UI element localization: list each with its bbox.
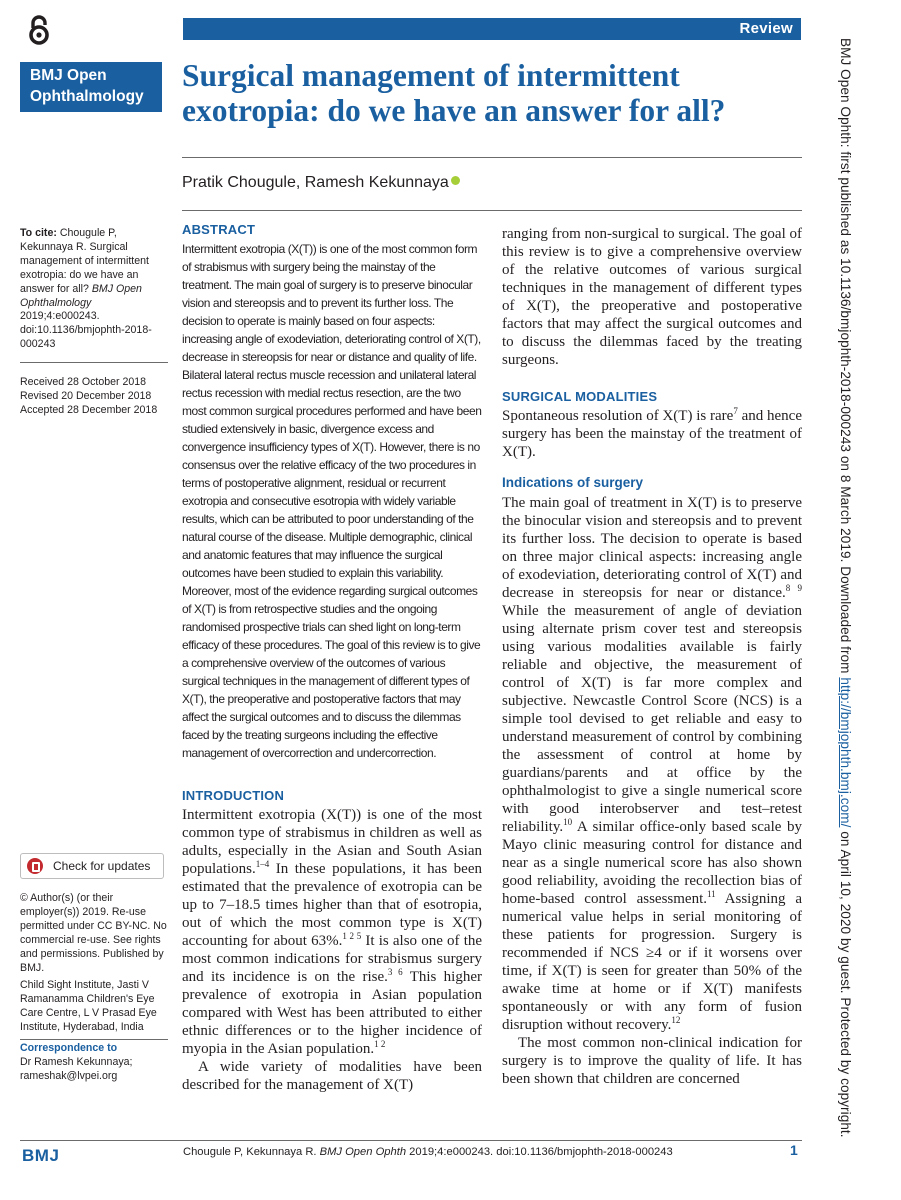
cite-label: To cite: bbox=[20, 227, 57, 239]
sidebar-divider-2 bbox=[20, 1039, 168, 1040]
author-divider bbox=[182, 210, 802, 211]
check-for-updates-label: Check for updates bbox=[53, 859, 151, 873]
modalities-b: and hence surgery has been the mainstay of the treatment of X(T). bbox=[502, 408, 802, 460]
surgical-modalities-heading: SURGICAL MODALITIES bbox=[502, 389, 658, 404]
accepted-date: Accepted 28 December 2018 bbox=[20, 403, 158, 416]
cite-text: Chougule P, Kekunnaya R. Surgical management of intermittent exotropia: do we have an answer for all? bbox=[20, 227, 149, 295]
correspondence-name: Dr Ramesh Kekunnaya; bbox=[20, 1055, 133, 1068]
crossmark-icon bbox=[27, 858, 43, 874]
intro-p1-b: In these populations, it has been estimated that the prevalence of exotropia can be up to 7–18.5 times higher than that of esotropia, out of which the most common type is X(T) accounting for about 63%. bbox=[182, 861, 482, 949]
article-title: Surgical management of intermittent exotropia: do we have an answer for all? bbox=[182, 58, 726, 128]
correspondence-email[interactable]: rameshak@lvpei.org bbox=[20, 1069, 118, 1082]
ref-1-2-5[interactable]: 1 2 5 bbox=[342, 931, 362, 941]
check-for-updates-button[interactable] bbox=[20, 853, 164, 879]
margin-note-a: BMJ Open Ophth: first published as 10.1136/bmjophth-2018-000243 on 8 March 2019. Downloaded from bbox=[838, 38, 853, 678]
author-list bbox=[182, 174, 460, 192]
abstract-heading: ABSTRACT bbox=[182, 222, 256, 237]
ind-d: Assigning a numerical value helps in serial monitoring of these patients for progression. Surgery is recommended if NCS ≥4 or if it worsens over time, if X(T) is seen for greater than 50% of the awake time at home or if X(T) manifests spontaneously or with any form of fusion disruption without recovery. bbox=[502, 891, 802, 1033]
intro-p1-a: Intermittent exotropia (X(T)) is one of the most common type of strabismus in children as well as adults, especially in the Asian and South Asian populations. bbox=[182, 807, 482, 877]
abstract-text: Intermittent exotropia (X(T)) is one of the most common form of strabismus with surgery being the mainstay of the treatment. The main goal of surgery is to preserve binocular vision and stereopsis and to prevent its further loss. The decision to operate is mainly based on four aspects: increasing angle of exodeviation, deteriorating control of X(T), decrease in stereopsis for near or distance and quality of life. Bilateral lateral rectus muscle recession and unilateral lateral rectus recession with medial rectus resection, are the two most common surgical procedures performed and have been studied extensively in basic, divergence excess and convergence insufficiency types of X(T). However, there is no consensus over the relative efficacy of the two procedures in terms of postoperative alignment, residual or recurrent exotropia and consecutive esotropia with widely variable results, which can be attributed to poor understanding of the natural course of the disease. Multiple demographic, clinical and anatomic features that may influence the surgical outcomes have been studied to explain this variability. Moreover, most of the evidence regarding surgical outcomes of X(T) is from retrospective studies and the ongoing randomised prospective trials can shed light on long-term efficacy of these procedures. The goal of this review is to give a comprehensive overview of the outcomes of various surgical techniques in the management of different types of X(T), the preoperative and postoperative factors that may affect the surgical outcomes and to discuss the dilemmas faced by the treating surgeons including the effective management of overcorrection and undercorrection. bbox=[182, 242, 482, 760]
footer-journal: BMJ Open Ophth bbox=[319, 1146, 407, 1158]
journal-url-link[interactable]: http://bmjophth.bmj.com/ bbox=[838, 677, 853, 828]
indications-text bbox=[502, 494, 802, 1088]
margin-note-b: on April 10, 2020 by guest. Protected by copyright. bbox=[838, 827, 853, 1138]
author-names: Pratik Chougule, Ramesh Kekunnaya bbox=[182, 174, 449, 191]
received-date: Received 28 October 2018 bbox=[20, 376, 147, 388]
article-type-label: Review bbox=[739, 20, 793, 37]
ind-b: While the measurement of angle of deviation using alternate prism cover test and stereopsis using various modalities available is fairly reliable and objective, the measurement of control of X(T) is far more complex and subjective. Newcastle Control Score (NCS) is a simple tool devised to get reliable and easy to understand measurement of control by combining the assessment of control at home by guardians/parents and at office by the ophthalmologist to give a single numerical score with good interobserver and test–retest reliability. bbox=[502, 603, 802, 835]
ind-a: The main goal of treatment in X(T) is to preserve the binocular vision and stereopsis and to prevent its further loss. The decision to operate is based on three major clinical aspects: increasing angle of exodeviation, deteriorating control of X(T) and decrease in stereopsis for near or distance. bbox=[502, 495, 802, 601]
open-access-icon bbox=[28, 15, 50, 45]
orcid-icon[interactable] bbox=[451, 176, 460, 185]
cite-doi: 2019;4:e000243. doi:10.1136/bmjophth-2018-000243 bbox=[20, 310, 152, 351]
title-divider bbox=[182, 157, 802, 158]
ind-c: A similar office-only based scale by Mayo clinic measuring control for distance and near as a single numerical score has also shown good reliability, avoiding the recollection bias of home-based control assessment. bbox=[502, 819, 802, 907]
surgical-modalities-text bbox=[502, 407, 802, 461]
abstract-continuation: ranging from non-surgical to surgical. The goal of this review is to give a comprehensive overview of the relative outcomes of various surgical techniques in the management of different types of X(T), the preoperative and postoperative factors that may affect the surgical outcomes and to discuss the dilemmas faced by the treating surgeons. bbox=[502, 226, 802, 368]
revised-date: Revised 20 December 2018 bbox=[20, 389, 152, 402]
ref-1-2[interactable]: 1 2 bbox=[374, 1039, 386, 1049]
journal-name-line2: Ophthalmology bbox=[30, 88, 144, 105]
indications-heading: Indications of surgery bbox=[502, 475, 644, 490]
intro-p1-c: It is also one of the most common indications for strabismus surgery and its incidence is on the rise. bbox=[182, 933, 483, 985]
article-type-bar bbox=[183, 18, 801, 40]
correspondence-label: Correspondence to bbox=[20, 1042, 118, 1054]
dates-block bbox=[20, 376, 168, 418]
ref-10[interactable]: 10 bbox=[563, 817, 573, 827]
footer-divider bbox=[20, 1140, 802, 1141]
ref-8-9[interactable]: 8 9 bbox=[785, 583, 802, 593]
ref-11[interactable]: 11 bbox=[707, 889, 716, 899]
footer-doi: 2019;4:e000243. doi:10.1136/bmjophth-2018-000243 bbox=[406, 1146, 673, 1158]
ref-3-6[interactable]: 3 6 bbox=[387, 967, 403, 977]
modalities-a: Spontaneous resolution of X(T) is rare bbox=[502, 408, 734, 424]
page-number: 1 bbox=[790, 1142, 798, 1158]
intro-p1-d: This higher prevalence of exotropia in Asian population compared with West has been attributed to either ethnic differences or to the higher incidence of myopia in the Asian population. bbox=[182, 969, 482, 1057]
footer-authors: Chougule P, Kekunnaya R. bbox=[183, 1146, 320, 1158]
journal-brand bbox=[20, 62, 162, 112]
download-margin-note bbox=[833, 38, 853, 1148]
sidebar-divider bbox=[20, 362, 168, 363]
affiliation: Child Sight Institute, Jasti V Ramanamma Children's Eye Care Centre, L V Prasad Eye Institute, Hyderabad, India bbox=[20, 979, 157, 1033]
publisher-logo: BMJ bbox=[22, 1146, 60, 1165]
intro-p2: A wide variety of modalities have been described for the management of X(T) bbox=[182, 1059, 482, 1093]
copyright-note: © Author(s) (or their employer(s)) 2019. Re-use permitted under CC BY-NC. No commercial re-use. See rights and permissions. Published by BMJ. bbox=[20, 892, 167, 974]
footer-citation bbox=[183, 1146, 673, 1158]
cite-journal: BMJ Open Ophthalmology bbox=[20, 282, 142, 309]
ref-12[interactable]: 12 bbox=[671, 1015, 681, 1025]
introduction-heading: INTRODUCTION bbox=[182, 788, 285, 803]
journal-name-line1: BMJ Open bbox=[30, 67, 107, 84]
correspondence-block bbox=[20, 1042, 168, 1084]
ref-1-4[interactable]: 1–4 bbox=[255, 859, 270, 869]
citation-block bbox=[20, 227, 168, 352]
ref-7[interactable]: 7 bbox=[733, 406, 738, 416]
ind-last-paragraph: The most common non-clinical indication for surgery is to improve the quality of life. It has been shown that children are concerned bbox=[502, 1035, 802, 1087]
introduction-text bbox=[182, 806, 482, 1094]
